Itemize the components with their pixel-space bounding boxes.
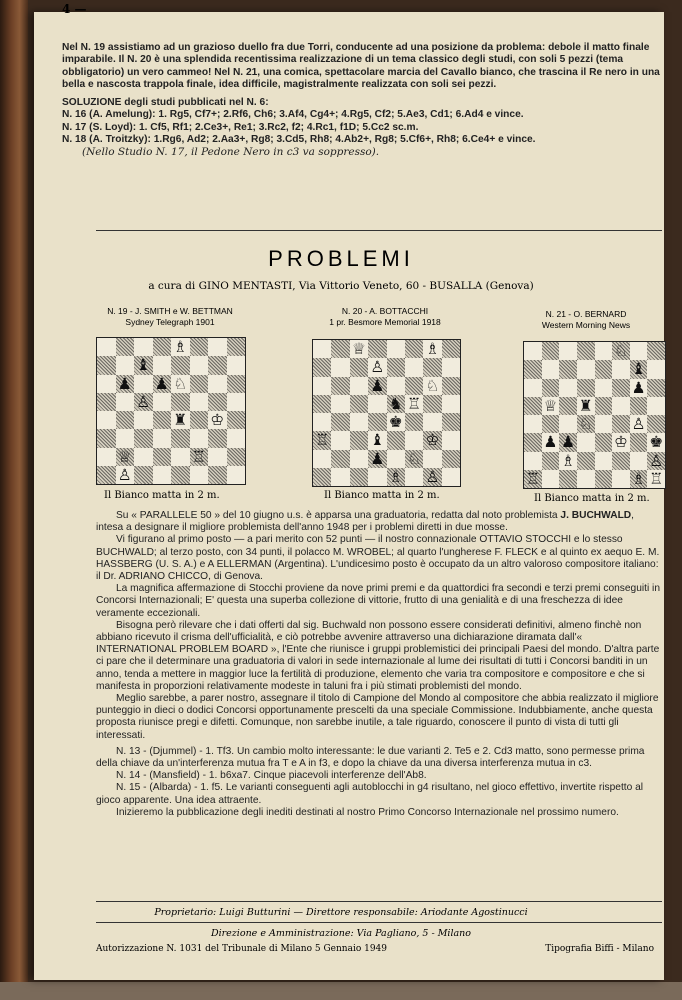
chess-piece: ♘	[613, 342, 628, 360]
page-number: 4 —	[62, 2, 87, 16]
chess-piece: ♜	[578, 396, 593, 415]
board-square	[542, 452, 560, 470]
board-square	[97, 338, 116, 356]
board-square	[97, 375, 116, 393]
chess-piece: ♗	[388, 467, 403, 486]
board-square	[153, 448, 172, 466]
chess-piece: ♘	[173, 374, 188, 393]
board-square	[97, 356, 116, 374]
board-square	[524, 360, 542, 378]
chessboard-problem-19	[96, 337, 246, 485]
board-square	[442, 358, 460, 376]
board-square	[134, 375, 153, 393]
chess-piece: ♟	[370, 449, 385, 468]
problem-21-source: Western Morning News	[541, 320, 631, 330]
board-square	[190, 356, 209, 374]
chess-piece: ♗	[173, 338, 188, 356]
board-square	[595, 415, 613, 433]
body-paragraph-2: Vi figurano al primo posto — a pari merito con 52 punti — il nostro connazionale OTTAVIO STOCCHI e lo stesso BUCHWALD; al terzo posto, con 34 punti, il polacco M. WROBEL; al quarto l'ungherese F. FLECK e al quinto ex aequo E. M. HASSBERG (U. S. A.) e A ELLERMAN (Argentina). L'undicesimo posto è occupato da un altro valoroso compositore italiano: il Dr. ADRIANO CHICCO, di Genova.	[96, 534, 660, 583]
board-square	[612, 452, 630, 470]
chess-piece: ♖	[407, 394, 422, 413]
board-square	[208, 429, 227, 447]
chess-piece: ♗	[425, 340, 440, 358]
board-square	[524, 415, 542, 433]
board-square	[542, 360, 560, 378]
problem-20-source: 1 pr. Besmore Memorial 1918	[329, 317, 441, 327]
board-square	[134, 429, 153, 447]
board-square	[153, 429, 172, 447]
chess-piece: ♚	[649, 433, 664, 452]
board-square	[524, 433, 542, 451]
board-square	[134, 466, 153, 484]
board-square	[313, 413, 331, 431]
chess-piece: ♘	[578, 415, 593, 433]
board-square	[423, 450, 441, 468]
board-square	[612, 379, 630, 397]
board-square	[442, 395, 460, 413]
board-square	[331, 377, 349, 395]
board-square	[134, 338, 153, 356]
board-square	[153, 356, 172, 374]
problem-20-caption: Il Bianco matta in 2 m.	[324, 490, 440, 501]
chess-piece: ♘	[425, 376, 440, 395]
board-square	[405, 431, 423, 449]
board-square	[368, 413, 386, 431]
board-square	[171, 429, 190, 447]
chess-piece: ♟	[370, 376, 385, 395]
board-square	[647, 397, 665, 415]
board-square	[405, 340, 423, 358]
chess-piece: ♙	[370, 358, 385, 377]
board-square	[116, 338, 135, 356]
board-square	[116, 393, 135, 411]
solution-note-15: N. 15 - (Albarda) - 1. f5. Le varianti conseguenti agli autoblocchi in g4 risultano, nel gioco effettivo, invertite rispetto al gioco apparente. Una idea attraente.	[96, 782, 644, 806]
board-square	[227, 411, 246, 429]
chess-piece: ♙	[117, 465, 132, 484]
solutions-heading: SOLUZIONE degli studi pubblicati nel N. 6:	[62, 97, 269, 109]
board-square	[171, 356, 190, 374]
board-square	[647, 360, 665, 378]
board-square	[350, 358, 368, 376]
board-square	[190, 393, 209, 411]
board-square	[350, 395, 368, 413]
chess-piece: ♝	[136, 356, 151, 375]
solution-note-14: N. 14 - (Mansfield) - 1. b6xa7. Cinque piacevoli interferenze dell'Ab8.	[116, 770, 427, 782]
board-square	[559, 415, 577, 433]
section-title: PROBLEMI	[268, 246, 414, 271]
chess-piece: ♔	[210, 411, 225, 429]
footer-printer: Tipografia Biffi - Milano	[545, 944, 654, 954]
board-square	[612, 415, 630, 433]
studies-commentary	[62, 42, 662, 159]
board-square	[577, 433, 595, 451]
board-square	[208, 338, 227, 356]
board-square	[190, 338, 209, 356]
chess-piece: ♞	[388, 394, 403, 413]
board-square	[405, 358, 423, 376]
board-square	[227, 338, 246, 356]
board-square	[612, 470, 630, 488]
board-square	[595, 452, 613, 470]
chess-piece: ♕	[117, 447, 132, 466]
board-square	[542, 470, 560, 488]
chess-piece: ♙	[649, 451, 664, 470]
board-square	[559, 342, 577, 360]
board-square	[116, 429, 135, 447]
section-curator: a cura di GINO MENTASTI, Via Vittorio Veneto, 60 - BUSALLA (Genova)	[148, 280, 534, 292]
board-square	[442, 450, 460, 468]
board-square	[524, 397, 542, 415]
problem-20-header	[285, 306, 485, 328]
board-square	[153, 338, 172, 356]
board-square	[313, 468, 331, 486]
problem-19-header	[70, 306, 270, 328]
body-paragraph-5: Meglio sarebbe, a parer nostro, assegnare il titolo di Campione del Mondo al compositore che abbia realizzato il migliore punteggio in dieci o dodici Concorsi opportunamente prescelti da una speciale Commissione. Indubbiamente, anche questa proposta riunisce pregi e difetti. Comunque, non sarebbe inutile, a tale riguardo, conoscere il punto di vista di tutti gli interessati.	[96, 693, 659, 741]
chess-piece: ♔	[613, 433, 628, 452]
board-square	[542, 342, 560, 360]
problem-19-source: Sydney Telegraph 1901	[125, 317, 215, 327]
announcement: Inizieremo la pubblicazione degli inediti destinati al nostro Primo Concorso Internazionale nel prossimo numero.	[116, 806, 619, 818]
body-paragraph-4: Bisogna però rilevare che i dati offerti dal sig. Buchwald non possono essere considerati definitivi, almeno finchè non abbiano ricevuto il crisma dell'ufficialità, e ciò potrebbe avvenire attraverso una dichiarazione diramata dall'« INTERNATIONAL PROBLEM BOARD », l'Ente che riunisce i gruppi problemistici dei principali Paesi del mondo. D'altra parte ci pare che il determinare una graduatoria di valori in sede internazionale al lume dei risultati di tutti i Concorsi banditi in un anno, tenda a mettere in maggior luce la fertilità di produzione, elemento che varia tra compositore e compositore e che si manifesta in proporzioni relativamente modeste in taluni fra i più stimati problemisti del mondo.	[96, 619, 660, 692]
board-square	[97, 448, 116, 466]
body-p1-name: J. BUCHWALD	[560, 510, 632, 521]
board-square	[524, 379, 542, 397]
problem-19-caption: Il Bianco matta in 2 m.	[104, 490, 220, 501]
board-square	[423, 395, 441, 413]
board-square	[612, 397, 630, 415]
board-square	[577, 379, 595, 397]
board-square	[97, 393, 116, 411]
board-square	[577, 342, 595, 360]
board-square	[387, 431, 405, 449]
board-square	[313, 358, 331, 376]
footer-rule-middle	[96, 922, 662, 923]
body-paragraph-1	[96, 510, 662, 534]
board-square	[313, 340, 331, 358]
board-square	[577, 470, 595, 488]
board-square	[405, 468, 423, 486]
board-square	[368, 395, 386, 413]
chess-piece: ♕	[351, 340, 366, 358]
board-square	[405, 413, 423, 431]
board-square	[387, 358, 405, 376]
board-square	[190, 375, 209, 393]
board-square	[442, 413, 460, 431]
board-square	[313, 377, 331, 395]
board-square	[542, 415, 560, 433]
chess-piece: ♟	[543, 433, 558, 452]
board-square	[331, 450, 349, 468]
board-square	[208, 466, 227, 484]
board-square	[630, 397, 648, 415]
problem-20-author: N. 20 - A. BOTTACCHI	[341, 306, 429, 316]
body-p1-start: Su « PARALLELE 50 » del 10 giugno u.s. è apparsa una graduatoria, redatta dal noto problemista	[116, 510, 561, 521]
board-square	[331, 431, 349, 449]
problem-21-author: N. 21 - O. BERNARD	[545, 309, 627, 319]
chess-piece: ♝	[631, 360, 646, 379]
board-square	[134, 448, 153, 466]
solution-note-13: N. 13 - (Djummel) - 1. Tf3. Un cambio molto interessante: le due varianti 2. Te5 e 2. Cd3 matto, sono permesse prima della chiave da un'interferenza mutua fra T e A in f3, e dopo la chiave da una diversa interferenza mutua in c3.	[96, 745, 645, 770]
problem-21-caption: Il Bianco matta in 2 m.	[534, 493, 650, 504]
board-square	[630, 433, 648, 451]
chess-piece: ♖	[525, 469, 540, 488]
body-paragraph-3: La magnifica affermazione di Stocchi proviene da nove primi premi e da quattordici fra secondi e terzi premi conseguiti in Concorsi Internazionali; E' questa una superba collezione di vittorie, frutto di una genialità e di una freschezza di idee veramente eccezionali.	[96, 583, 660, 619]
board-square	[595, 397, 613, 415]
board-square	[442, 468, 460, 486]
board-square	[524, 342, 542, 360]
chess-piece: ♜	[173, 411, 188, 429]
board-square	[350, 377, 368, 395]
board-square	[331, 468, 349, 486]
board-square	[368, 468, 386, 486]
board-square	[134, 411, 153, 429]
board-square	[612, 360, 630, 378]
board-square	[559, 360, 577, 378]
board-square	[559, 379, 577, 397]
problem-19-author: N. 19 - J. SMITH e W. BETTMAN	[107, 306, 233, 316]
board-square	[313, 395, 331, 413]
board-square	[559, 470, 577, 488]
board-square	[595, 433, 613, 451]
board-square	[153, 393, 172, 411]
board-square	[647, 342, 665, 360]
board-square	[208, 393, 227, 411]
chess-piece: ♟	[561, 433, 576, 452]
board-square	[350, 413, 368, 431]
board-square	[190, 466, 209, 484]
board-square	[331, 358, 349, 376]
board-square	[208, 375, 227, 393]
chess-piece: ♚	[388, 413, 403, 431]
board-square	[442, 340, 460, 358]
board-square	[227, 448, 246, 466]
board-square	[350, 431, 368, 449]
chess-piece: ♝	[370, 431, 385, 450]
board-square	[331, 413, 349, 431]
board-square	[153, 411, 172, 429]
studies-note: (Nello Studio N. 17, il Pedone Nero in c3 va soppresso).	[82, 146, 380, 159]
board-square	[524, 452, 542, 470]
board-square	[577, 360, 595, 378]
background-surface	[0, 982, 682, 1000]
problem-21-header	[486, 309, 682, 331]
body-p1-end: , intesa a designare il migliore problemista dell'anno 1948 per i problemi diretti in due mosse.	[96, 510, 634, 534]
board-square	[368, 340, 386, 358]
board-square	[97, 466, 116, 484]
footer-rule-top	[96, 901, 662, 902]
board-square	[423, 358, 441, 376]
board-square	[97, 429, 116, 447]
board-square	[387, 450, 405, 468]
board-square	[227, 429, 246, 447]
board-square	[313, 450, 331, 468]
solution-17: N. 17 (S. Loyd): 1. Cf5, Rf1; 2.Ce3+, Re1; 3.Rc2, f2; 4.Rc1, f1D; 5.Cc2 sc.m.	[62, 121, 419, 133]
board-square	[331, 340, 349, 358]
board-square	[595, 360, 613, 378]
board-square	[630, 452, 648, 470]
board-square	[331, 395, 349, 413]
chess-piece: ♟	[117, 374, 132, 393]
footer-publisher: Proprietario: Luigi Butturini — Direttore responsabile: Ariodante Agostinucci	[154, 907, 528, 918]
chess-piece: ♗	[631, 469, 646, 488]
board-square	[116, 356, 135, 374]
problems-column-text	[96, 510, 662, 819]
board-square	[227, 375, 246, 393]
board-square	[227, 466, 246, 484]
board-square	[190, 429, 209, 447]
chess-piece: ♖	[649, 469, 664, 488]
board-square	[350, 468, 368, 486]
board-square	[227, 356, 246, 374]
chess-piece: ♘	[407, 449, 422, 468]
board-square	[595, 470, 613, 488]
board-square	[171, 466, 190, 484]
board-square	[208, 356, 227, 374]
board-square	[442, 377, 460, 395]
chess-piece: ♖	[315, 431, 330, 450]
board-square	[208, 448, 227, 466]
chessboard-problem-21	[523, 341, 666, 489]
chessboard-problem-20	[312, 339, 461, 487]
solution-18: N. 18 (A. Troitzky): 1.Rg6, Ad2; 2.Aa3+, Rg8; 3.Cd5, Rh8; 4.Ab2+, Rg8; 5.Cf6+, Rh8; 6.Ce4+ e vince.	[62, 134, 536, 146]
footer-address: Direzione e Amministrazione: Via Pagliano, 5 - Milano	[210, 928, 472, 939]
board-square	[405, 377, 423, 395]
board-square	[423, 413, 441, 431]
board-square	[116, 411, 135, 429]
chess-piece: ♙	[631, 415, 646, 433]
chess-piece: ♙	[136, 392, 151, 411]
chess-piece: ♗	[561, 451, 576, 470]
studies-intro: Nel N. 19 assistiamo ad un grazioso duello fra due Torri, conducente ad una posizione da problema: debole il matto finale imparabile. Il N. 20 è una splendida recentissima realizzazione di un tema classico degli studi, con soli 5 pezzi (tema obbligatorio) un vero cammeo! Nel N. 21, una comica, spettacolare marcia del Cavallo bianco, che trascina il Re nero in una bella e nascosta trappola finale, idea difficile, magistralmente realizzata con soli sei pezzi.	[62, 42, 660, 90]
board-square	[387, 340, 405, 358]
board-square	[559, 397, 577, 415]
board-square	[647, 415, 665, 433]
board-square	[647, 379, 665, 397]
board-square	[542, 379, 560, 397]
solution-16: N. 16 (A. Amelung): 1. Rg5, Cf7+; 2.Rf6, Ch6; 3.Af4, Cg4+; 4.Rg5, Cf2; 5.Ae3, Cd1; 6.Ad4 e vince.	[62, 109, 524, 121]
footer-authorization: Autorizzazione N. 1031 del Tribunale di Milano 5 Gennaio 1949	[96, 944, 388, 954]
board-square	[442, 431, 460, 449]
chess-piece: ♙	[425, 467, 440, 486]
chess-piece: ♔	[425, 431, 440, 450]
board-square	[595, 379, 613, 397]
board-square	[153, 466, 172, 484]
chess-piece: ♟	[631, 378, 646, 397]
chess-piece: ♕	[543, 396, 558, 415]
binding-edge	[0, 0, 28, 1000]
board-square	[171, 448, 190, 466]
board-square	[171, 393, 190, 411]
board-square	[387, 377, 405, 395]
board-square	[630, 342, 648, 360]
board-square	[577, 452, 595, 470]
board-square	[97, 411, 116, 429]
board-square	[595, 342, 613, 360]
board-square	[227, 393, 246, 411]
chess-piece: ♟	[154, 374, 169, 393]
section-divider	[96, 230, 662, 231]
board-square	[350, 450, 368, 468]
chess-piece: ♖	[191, 447, 206, 466]
board-square	[190, 411, 209, 429]
